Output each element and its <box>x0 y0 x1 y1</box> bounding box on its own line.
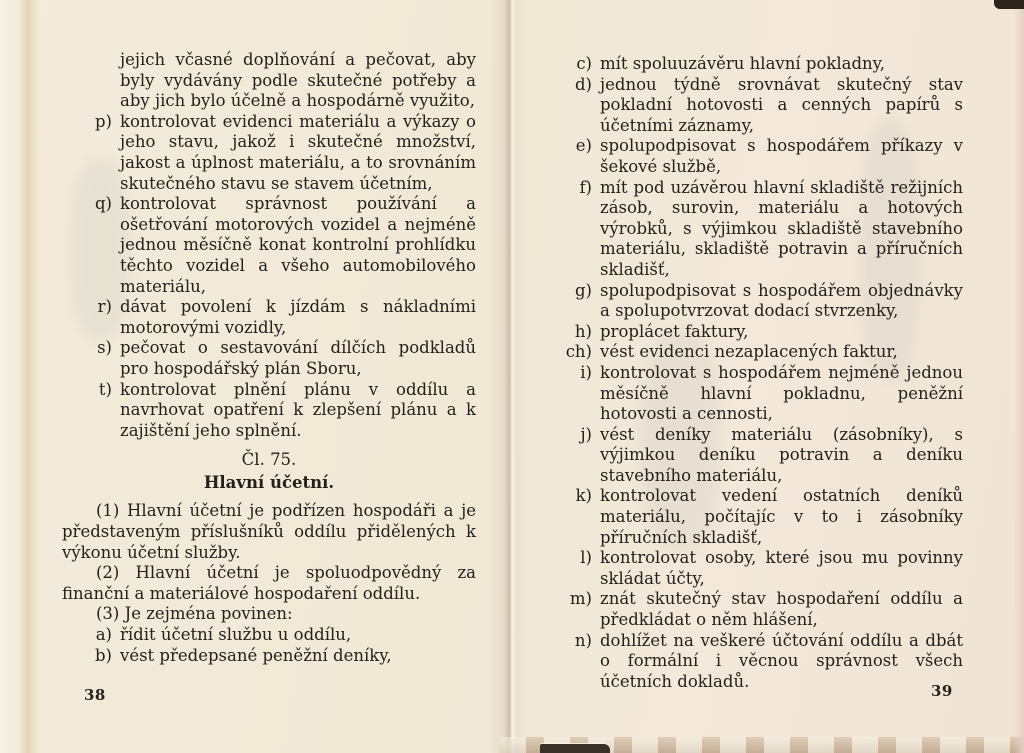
top-right-dark-corner <box>994 0 1024 9</box>
list-item-h <box>548 322 963 343</box>
list-item-i <box>548 363 963 425</box>
list-item-text: mít pod uzávěrou hlavní skladiště režijních zásob, surovin, materiálu a hotových výrobků, s výjimkou skladiště stavebního materiálu, skladiště potravin a příručních skladišť, <box>600 177 963 279</box>
list-marker: ch) <box>565 342 592 362</box>
list-item-ch <box>548 342 963 363</box>
continuation-text: jejich včasné doplňování a pečovat, aby byly vydávány podle skutečné potřeby a aby jich bylo účelně a hospodárně využito, <box>120 50 476 111</box>
list-item-t <box>62 380 476 442</box>
list-item-r <box>62 297 476 338</box>
list-item-s <box>62 338 476 379</box>
list-item-text: řídit účetní službu u oddílu, <box>120 625 352 645</box>
list-item-f <box>548 178 963 281</box>
list-item-n <box>548 631 963 693</box>
list-item-text: vést evidenci nezaplacených faktur, <box>600 342 898 362</box>
list-item-text: jednou týdně srovnávat skutečný stav pokladní hotovosti a cenných papírů s účetními záznamy, <box>600 74 963 135</box>
list-marker: k) <box>575 486 592 506</box>
list-item-a <box>62 625 476 646</box>
list-item-j <box>548 425 963 487</box>
list-marker: s) <box>97 338 112 358</box>
list-marker: e) <box>575 136 592 156</box>
list-item-text: znát skutečný stav hospodaření oddílu a předkládat o něm hlášení, <box>600 589 963 630</box>
list-marker: i) <box>580 362 592 382</box>
right-page-edge <box>1014 0 1024 753</box>
list-item-k <box>548 486 963 548</box>
list-marker: n) <box>574 630 592 650</box>
list-marker: p) <box>95 111 112 131</box>
article-title: Hlavní účetní. <box>203 472 335 492</box>
list-item-text: proplácet faktury, <box>600 321 749 341</box>
list-marker: r) <box>97 297 112 317</box>
list-item-text: kontrolovat evidenci materiálu a výkazy o jeho stavu, jakož i skutečné množství, jakost a úplnost materiálu, a to srovnáním skutečného stavu se stavem účetním, <box>120 111 476 193</box>
article-number: Čl. 75. <box>241 450 297 470</box>
list-item-text: vést deníky materiálu (zásobníky), s výjimkou deníku potravin a deníku stavebního materiálu, <box>600 424 963 485</box>
list-marker: q) <box>95 194 112 214</box>
list-marker: f) <box>579 177 592 197</box>
list-marker: c) <box>576 54 592 73</box>
list-marker: m) <box>569 589 592 609</box>
list-marker: h) <box>574 321 592 341</box>
list-item-text: kontrolovat s hospodářem nejméně jednou měsíčně hlavní pokladnu, peněžní hotovosti a cennosti, <box>600 362 963 424</box>
list-item-text: kontrolovat plnění plánu v oddílu a navrhovat opatření k zlepšení plánu a k zajištění jeho splnění. <box>120 379 476 440</box>
list-marker: g) <box>575 280 592 300</box>
bottom-dark-notch <box>540 744 610 753</box>
list-item-text: vést předepsané peněžní deníky, <box>120 645 392 665</box>
list-item-text: kontrolovat osoby, které jsou mu povinny skládat účty, <box>600 548 963 588</box>
paragraph-2: (2) Hlavní účetní je spoluodpovědný za finanční a materiálové hospodaření oddílu. <box>62 563 476 603</box>
continuation-paragraph <box>62 50 476 112</box>
paragraph-1: (1) Hlavní účetní je podřízen hospodáři a je představeným příslušníků oddílu přidělených k výkonu účetní služby. <box>62 501 476 562</box>
list-marker: d) <box>575 74 592 94</box>
list-item-text: kontrolovat vedení ostatních deníků materiálu, počítajíc v to i zásobníky příručních skladišť, <box>600 486 963 547</box>
list-item-c <box>548 54 963 75</box>
list-marker: j) <box>580 424 592 444</box>
page-number-left: 38 <box>84 686 106 704</box>
list-item-p <box>62 112 476 194</box>
paragraph-3: (3) Je zejména povinen: <box>96 604 293 624</box>
list-item-text: mít spoluuzávěru hlavní pokladny, <box>600 54 886 73</box>
list-item-m <box>548 589 963 630</box>
page-right <box>548 54 963 692</box>
list-item-text: pečovat o sestavování dílčích podkladů pro hospodářský plán Sboru, <box>120 338 476 378</box>
list-item-b <box>62 646 476 667</box>
list-item-d <box>548 75 963 137</box>
list-item-e <box>548 136 963 177</box>
list-item-text: spolupodpisovat s hospodářem objednávky a spolupotvrzovat dodací stvrzenky, <box>600 280 963 321</box>
list-marker: l) <box>580 548 592 568</box>
list-marker: b) <box>95 645 112 665</box>
list-item-text: dávat povolení k jízdám s nákladními motorovými vozidly, <box>120 297 476 337</box>
page-left <box>62 50 476 666</box>
list-item-q <box>62 194 476 297</box>
book-gutter <box>488 0 528 753</box>
list-item-g <box>548 281 963 322</box>
left-fore-edge <box>0 0 40 753</box>
list-item-text: kontrolovat správnost používání a ošetřování motorových vozidel a nejméně jednou měsíčně konat kontrolní prohlídku těchto vozidel a všeho automobilového materiálu, <box>120 194 476 296</box>
list-marker: a) <box>95 625 112 645</box>
list-item-text: dohlížet na veškeré účtování oddílu a dbát o formální i věcnou správnost všech účetních dokladů. <box>600 630 963 691</box>
list-item-l <box>548 548 963 589</box>
list-marker <box>62 50 120 112</box>
list-marker: t) <box>98 379 112 399</box>
page-number-right: 39 <box>931 682 953 700</box>
list-item-text: spolupodpisovat s hospodářem příkazy v šekové službě, <box>600 136 963 176</box>
